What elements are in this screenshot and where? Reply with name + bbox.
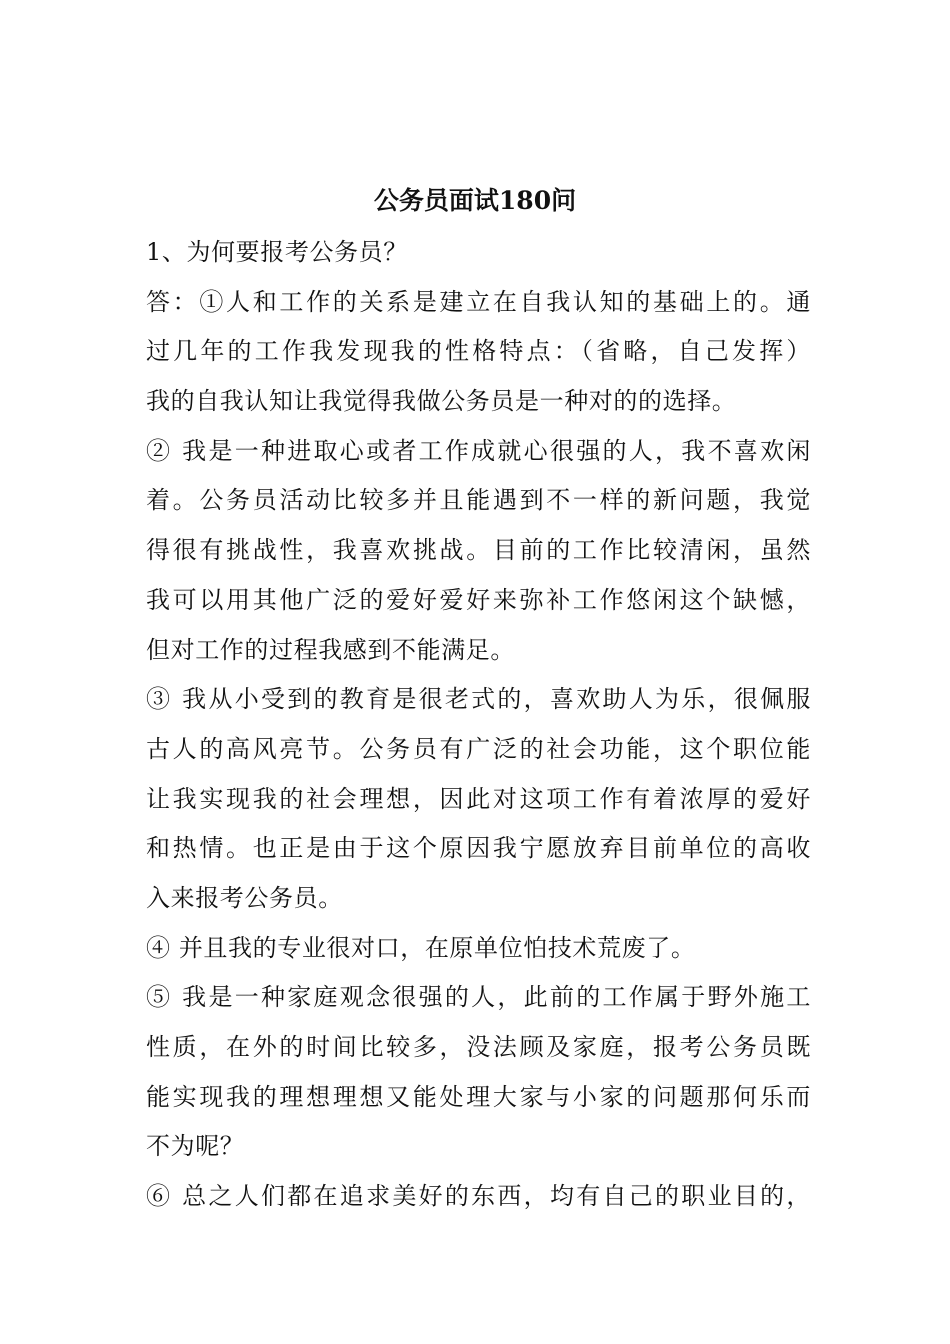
text-line: 得很有挑战性，我喜欢挑战。目前的工作比较清闲，虽然 [146,536,811,565]
text-line: 性质，在外的时间比较多，没法顾及家庭，报考公务员既 [146,1033,811,1061]
text-line: 我的自我认知让我觉得我做公务员是一种对的的选择。 [146,387,737,416]
question-heading: 1、为何要报考公务员？ [146,238,408,266]
text-line: 能实现我的理想理想又能处理大家与小家的问题那何乐而 [146,1082,811,1111]
text-line: ③ 我从小受到的教育是很老式的，喜欢助人为乐，很佩服 [146,685,811,714]
text-line: 入来报考公务员。 [146,883,343,912]
text-line: ② 我是一种进取心或者工作成就心很强的人，我不喜欢闲 [146,436,811,465]
text-line: 和热情。也正是由于这个原因我宁愿放弃目前单位的高收 [146,834,811,863]
text-line: 不为呢？ [146,1132,245,1161]
text-line: 着。公务员活动比较多并且能遇到不一样的新问题，我觉 [146,486,811,515]
text-line: 我可以用其他广泛的爱好爱好来弥补工作悠闲这个缺憾， [146,585,811,614]
text-line: 但对工作的过程我感到不能满足。 [146,635,515,664]
document-title: 公务员面试180问 [373,186,577,215]
text-line: ④ 并且我的专业很对口，在原单位怕技术荒废了。 [146,933,696,962]
text-line: ⑤ 我是一种家庭观念很强的人，此前的工作属于野外施工 [146,983,811,1012]
text-line: ⑥ 总之人们都在追求美好的东西，均有自己的职业目的， [146,1182,811,1211]
text-line: 让我实现我的社会理想，因此对这项工作有着浓厚的爱好 [146,784,811,813]
text-line: 过几年的工作我发现我的性格特点：（省略，自己发挥） [146,337,811,366]
text-line: 古人的高风亮节。公务员有广泛的社会功能，这个职位能 [146,734,811,763]
document-body [146,228,811,1222]
text-line: 答：①人和工作的关系是建立在自我认知的基础上的。通 [146,287,811,316]
